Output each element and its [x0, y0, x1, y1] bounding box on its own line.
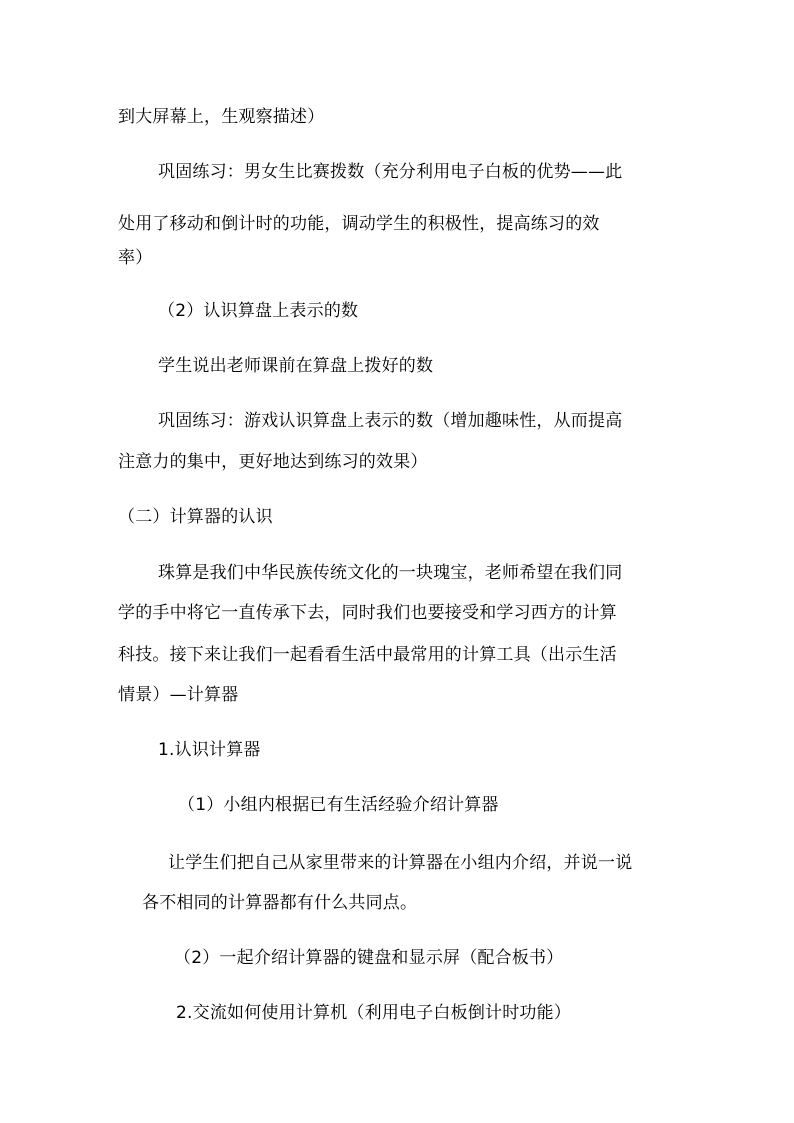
text-line-6: 学生说出老师课前在算盘上拨好的数: [158, 356, 434, 376]
text-line-13: 情景）—计算器: [118, 685, 239, 705]
subheading-know-calculator: 1.认识计算器: [158, 740, 261, 760]
text-line-11: 学的手中将它一直传承下去，同时我们也要接受和学习西方的计算: [118, 603, 617, 623]
text-line-17: 各不相同的计算器都有什么共同点。: [142, 893, 418, 913]
text-line-8: 注意力的集中，更好地达到练习的效果）: [118, 452, 428, 472]
text-line-12: 科技。接下来让我们一起看看生活中最常用的计算工具（出示生活: [118, 645, 617, 665]
text-line-10: 珠算是我们中华民族传统文化的一块瑰宝，老师希望在我们同: [158, 563, 623, 583]
text-line-2: 巩固练习：男女生比赛拨数（充分利用电子白板的优势——此: [158, 162, 623, 182]
section-heading-calculator: （二）计算器的认识: [118, 507, 273, 527]
text-line-3: 处用了移动和倒计时的功能，调动学生的积极性，提高练习的效: [118, 214, 600, 234]
text-line-4: 率）: [118, 248, 153, 268]
text-line-18: （2）一起介绍计算器的键盘和显示屏（配合板书）: [174, 948, 564, 968]
subheading-use-calculator: 2.交流如何使用计算机（利用电子白板倒计时功能）: [176, 1003, 572, 1023]
text-line-5: （2）认识算盘上表示的数: [158, 301, 359, 321]
text-line-16: 让学生们把自己从家里带来的计算器在小组内介绍，并说一说: [168, 853, 633, 873]
text-line-1: 到大屏幕上，生观察描述）: [118, 107, 325, 127]
text-line-7: 巩固练习：游戏认识算盘上表示的数（增加趣味性，从而提高: [158, 411, 623, 431]
text-line-15: （1）小组内根据已有生活经验介绍计算器: [178, 795, 499, 815]
